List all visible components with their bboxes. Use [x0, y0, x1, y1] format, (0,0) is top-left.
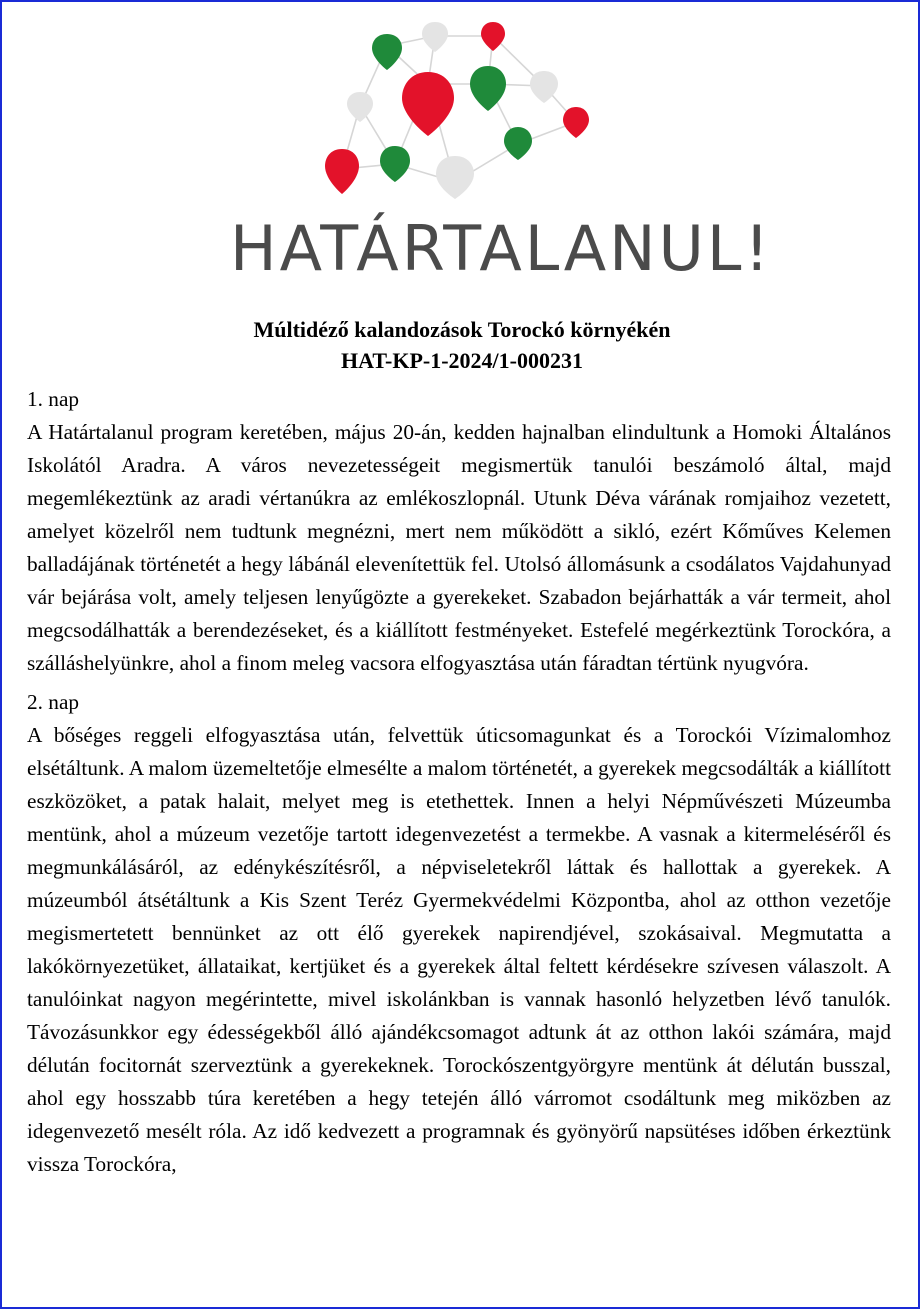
balloon-network-icon: [230, 14, 690, 214]
title-line-1: Múltidéző kalandozások Torockó környékén: [253, 317, 671, 342]
document-title: [2, 314, 920, 376]
project-code: HAT-KP-1-2024/1-000231: [341, 348, 583, 373]
day-2-paragraph: A bőséges reggeli elfogyasztása után, felvettük úticsomagunkat és a Torockói Vízimalomhoz elsétáltunk. A malom üzemeltetője elmesélte a malom történetét, a gyerekek megcsodálták a kiállított eszközöket, a patak halait, melyet meg is etethettek. Innen a helyi Népművészeti Múzeumba mentünk, ahol a múzeum vezetője tartott idegenvezetést a termekbe. A vasnak a kitermeléséről és megmunkálásáról, az edénykészítésről, a népviseletekről láttak és hallottak a gyerekek. A múzeumból átsétáltunk a Kis Szent Teréz Gyermekvédelmi Központba, ahol az otthon vezetője megismertetett bennünket az ott élő gyerekek napirendjével, szokásaival. Megmutatta a lakókörnyezetüket, állataikat, kertjüket és a gyerekek által feltett kérdésekre szívesen válaszolt. A tanulóinkat nagyon megérintette, mivel iskolánkban is vannak hasonló helyzetben lévő tanulók. Távozásunkkor egy édességekből álló ajándékcsomagot adtunk át az otthon lakói számára, majd délután focitornát szerveztünk a gyerekeknek. Torockószentgyörgyre mentünk át délután busszal, ahol egy hosszabb túra keretében a hegy tetején álló várromot csodáltunk meg miközben az idegenvezető mesélt róla. Az idő kedvezett a programnak és gyönyörű napsütéses időben érkeztünk vissza Torockóra,: [27, 723, 891, 1176]
day-2-label: 2. nap: [27, 690, 80, 714]
day-1-paragraph: A Határtalanul program keretében, május 20-án, kedden hajnalban elindultunk a Homoki Általános Iskolától Aradra. A város nevezetességeit megismertük tanulói beszámoló által, majd megemlékeztünk az aradi vértanúkra az emlékoszlopnál. Utunk Déva várának romjaihoz vezetett, amelyet közelről nem tudtunk megnézni, mert nem működött a sikló, ezért Kőműves Kelemen balladájának történetét a hegy lábánál elevenítettük fel. Utolsó állomásunk a csodálatos Vajdahunyad vár bejárása volt, amely teljesen lenyűgözte a gyerekeket. Szabadon bejárhatták a vár termeit, ahol megcsodálhatták a berendezéseket, és a kiállított festményeket. Estefelé megérkeztünk Torockóra, a szálláshelyünkre, ahol a finom meleg vacsora elfogyasztása után fáradtan tértünk nyugvóra.: [27, 420, 891, 675]
report-body: [27, 383, 891, 1181]
hatartalanul-logo: [230, 14, 773, 285]
day-1-label: 1. nap: [27, 387, 80, 411]
logo-wordmark: HATÁRTALANUL!: [230, 212, 773, 285]
